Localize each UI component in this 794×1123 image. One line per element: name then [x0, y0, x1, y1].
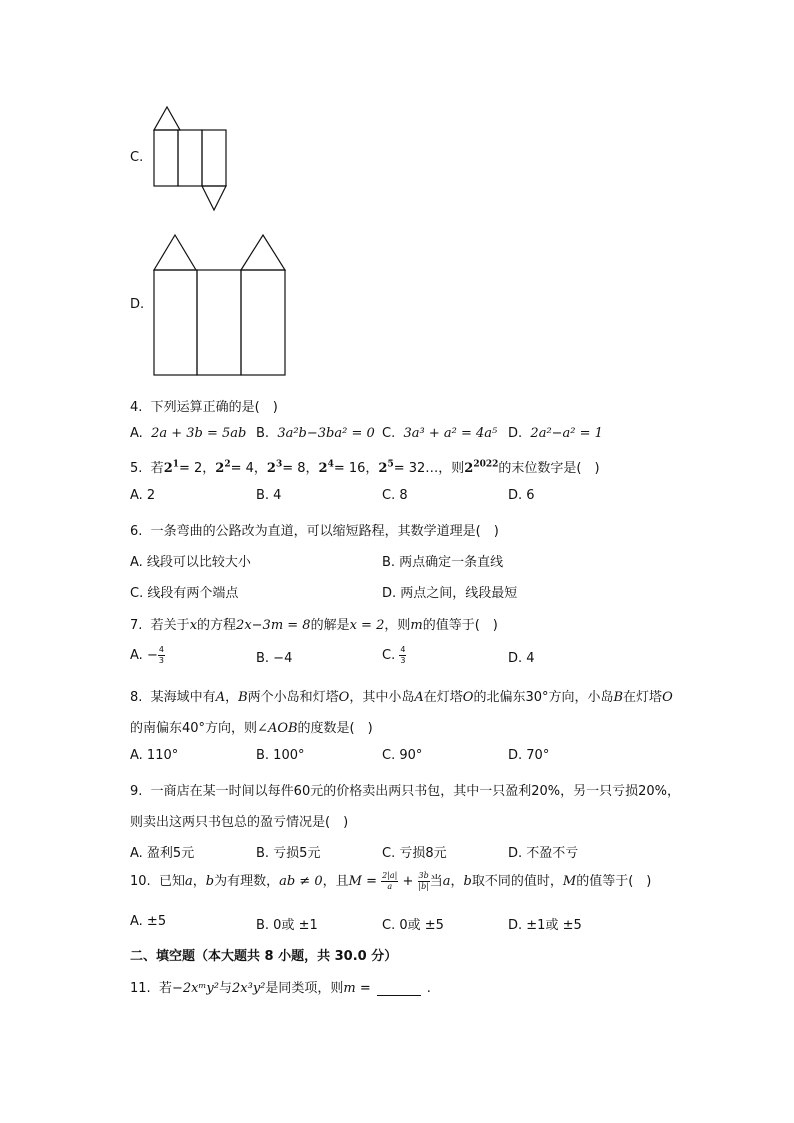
- math-variable: b: [205, 874, 215, 889]
- question-10-option-d[interactable]: D. ±1或 ±5: [508, 918, 582, 933]
- question-7-stem: [130, 614, 498, 633]
- question-text: 的解是: [310, 618, 350, 633]
- question-9-line-2: 则卖出这两只书包总的盈亏情况是( ): [130, 815, 349, 830]
- math-variable: m: [343, 981, 356, 996]
- question-text: 某海域中有: [150, 690, 216, 705]
- math-variable: A: [215, 690, 226, 705]
- math-expression: ∠AOB: [257, 721, 298, 736]
- question-4-option-c[interactable]: [382, 426, 497, 441]
- question-8-line-1: 8. 某海域中有A，B两个小岛和灯塔O，其中小岛A在灯塔O的北偏东30°方向，小岛B在灯塔O: [130, 690, 673, 705]
- question-7-option-d[interactable]: D. 4: [508, 651, 535, 666]
- option-label: A.: [130, 426, 143, 441]
- question-7-option-a[interactable]: A. − $\frac{4}{3}$: [130, 645, 164, 665]
- math-expression: 3a³ + a² = 4a⁵: [403, 426, 498, 441]
- option-label: A.: [130, 648, 143, 663]
- math-variable: O: [462, 690, 474, 705]
- question-number: 4.: [130, 400, 143, 415]
- question-9-option-d[interactable]: D. 不盈不亏: [508, 846, 579, 861]
- question-text: 取不同的值时，: [471, 874, 563, 889]
- fraction: $\frac{3b}{|b|}$: [418, 871, 429, 891]
- answer-blank[interactable]: [377, 983, 421, 996]
- question-text: 的度数是( ): [297, 721, 373, 736]
- option-label: C.: [382, 426, 396, 441]
- math-variable: B: [613, 690, 624, 705]
- question-9-option-c[interactable]: C. 亏损8元: [382, 846, 447, 861]
- question-text: 的南偏东40°方向，则: [130, 721, 258, 736]
- question-6-stem: [130, 520, 499, 539]
- option-label: B.: [256, 426, 270, 441]
- question-text: = 32…，则: [393, 461, 465, 476]
- math-variable: O: [338, 690, 350, 705]
- question-text: ，则: [384, 618, 411, 633]
- question-8-line-2: [130, 717, 373, 736]
- question-text: 的末位数字是( ): [498, 461, 600, 476]
- question-text: 是同类项，则: [265, 981, 344, 996]
- question-4-stem: [130, 396, 278, 415]
- section-heading: 二、填空题（本大题共 8 小题，共 30.0 分）: [130, 949, 398, 964]
- question-11-stem: [130, 977, 431, 996]
- question-9-option-a[interactable]: A. 盈利5元: [130, 846, 195, 861]
- question-8-option-d[interactable]: D. 70°: [508, 748, 550, 763]
- question-text: 的值等于( ): [576, 874, 652, 889]
- question-6-option-b[interactable]: B. 两点确定一条直线: [382, 555, 504, 570]
- option-label: D.: [508, 426, 523, 441]
- math-variable: x: [189, 618, 198, 633]
- math-expression: 2a²−a² = 1: [530, 426, 603, 441]
- exponent: 2022: [473, 459, 499, 470]
- fraction: $\frac{4}{3}$: [400, 645, 406, 665]
- question-text: ，且: [322, 874, 349, 889]
- math-variable: M: [562, 874, 577, 889]
- question-number: 10.: [130, 874, 151, 889]
- math-expression: 3a²b−3ba² = 0: [277, 426, 375, 441]
- question-text: 在灯塔: [623, 690, 663, 705]
- question-text: = 16，: [333, 461, 379, 476]
- question-9-option-b[interactable]: B. 亏损5元: [256, 846, 321, 861]
- question-5-stem: 5. 若$2^1= 2$，$2^2= 4$，$2^3= 8$，$2^4= 16$，$2^5=$ 32…，则$2^{2022}$的末位数字是( ): [130, 459, 600, 476]
- question-number: 6.: [130, 524, 143, 539]
- question-text: = 4，: [230, 461, 267, 476]
- question-text: 若: [150, 461, 164, 476]
- question-10-option-a[interactable]: A. ±5: [130, 914, 167, 929]
- question-text: 若关于: [150, 618, 190, 633]
- question-7-option-c[interactable]: [382, 645, 406, 666]
- math-expression: x = 2: [349, 618, 385, 633]
- question-8-option-a[interactable]: A. 110°: [130, 748, 179, 763]
- question-text: 若: [158, 981, 172, 996]
- option-c-label: C.: [130, 150, 144, 165]
- question-text: =: [355, 981, 371, 996]
- math-variable: M: [348, 874, 362, 889]
- math-variable: b: [463, 874, 472, 889]
- question-text: 的值等于( ): [422, 618, 498, 633]
- question-text: ，: [192, 874, 206, 889]
- math-variable: B: [238, 690, 248, 705]
- question-text: ，其中小岛: [349, 690, 415, 705]
- question-text: = 8，: [282, 461, 319, 476]
- math-expression: ab ≠ 0: [279, 874, 323, 889]
- question-number: 8.: [130, 690, 143, 705]
- question-text: 在灯塔: [423, 690, 463, 705]
- question-text: ，: [450, 874, 464, 889]
- question-number: 11.: [130, 981, 151, 996]
- question-8-option-b[interactable]: B. 100°: [256, 748, 305, 763]
- question-text: 两个小岛和灯塔: [247, 690, 339, 705]
- option-d-label: D.: [130, 297, 145, 312]
- math-variable: m: [410, 618, 423, 633]
- question-7-option-b[interactable]: B. −4: [256, 651, 293, 666]
- question-4-option-a[interactable]: [130, 426, 246, 441]
- math-variable: a: [184, 874, 193, 889]
- question-text: 当: [429, 874, 443, 889]
- question-text: 的方程: [197, 618, 237, 633]
- question-text: 已知: [158, 874, 185, 889]
- question-10-option-b[interactable]: B. 0或 ±1: [256, 918, 318, 933]
- question-text: = 2，: [179, 461, 216, 476]
- question-9-line-1: [130, 780, 680, 799]
- math-variable: O: [662, 690, 673, 705]
- question-text: 与: [219, 981, 233, 996]
- question-number: 7.: [130, 618, 143, 633]
- fraction: $\frac{2|a|}{a}$: [382, 871, 398, 891]
- option-c-prism-net-figure: [150, 104, 230, 214]
- question-8-option-c[interactable]: C. 90°: [382, 748, 423, 763]
- question-text: .: [426, 981, 431, 996]
- math-variable: A: [414, 690, 424, 705]
- question-text: 下列运算正确的是( ): [150, 400, 278, 415]
- question-text: 一条弯曲的公路改为直道，可以缩短路程，其数学道理是( ): [150, 524, 499, 539]
- question-number: 9.: [130, 784, 143, 799]
- math-expression: −2xᵐy²: [171, 981, 219, 996]
- question-text: 一商店在某一时间以每件60元的价格卖出两只书包，其中一只盈利20%，另一只亏损20%，: [150, 784, 681, 799]
- question-5-option-a[interactable]: A. 2: [130, 488, 156, 503]
- question-4-option-b[interactable]: [256, 426, 375, 441]
- math-expression: 2x−3m = 8: [236, 618, 311, 633]
- question-6-option-c[interactable]: C. 线段有两个端点: [130, 586, 239, 601]
- question-5-option-c[interactable]: C. 8: [382, 488, 408, 503]
- math-expression: 2x³y²: [232, 981, 266, 996]
- question-4-option-d[interactable]: [508, 426, 603, 441]
- question-6-option-a[interactable]: A. 线段可以比较大小: [130, 555, 251, 570]
- question-number: 5.: [130, 461, 143, 476]
- question-10-stem: 10. 已知a，b为有理数，ab ≠ 0，且M = $\frac{2|a|}{a}$ + $\frac{3b}{|b|}$ 当a，b取不同的值时，M的值等于( ): [130, 871, 652, 891]
- question-5-option-b[interactable]: B. 4: [256, 488, 282, 503]
- math-variable: a: [442, 874, 451, 889]
- question-10-option-c[interactable]: C. 0或 ±5: [382, 918, 444, 933]
- fraction: $\frac{4}{3}$: [158, 645, 164, 665]
- option-d-prism-net-figure: [150, 232, 290, 380]
- question-text: 为有理数，: [214, 874, 280, 889]
- option-label: C.: [382, 648, 396, 663]
- question-6-option-d[interactable]: D. 两点之间，线段最短: [382, 586, 518, 601]
- question-text: 的北偏东30°方向，小岛: [473, 690, 614, 705]
- question-5-option-d[interactable]: D. 6: [508, 488, 535, 503]
- math-expression: 2a + 3b = 5ab: [151, 426, 247, 441]
